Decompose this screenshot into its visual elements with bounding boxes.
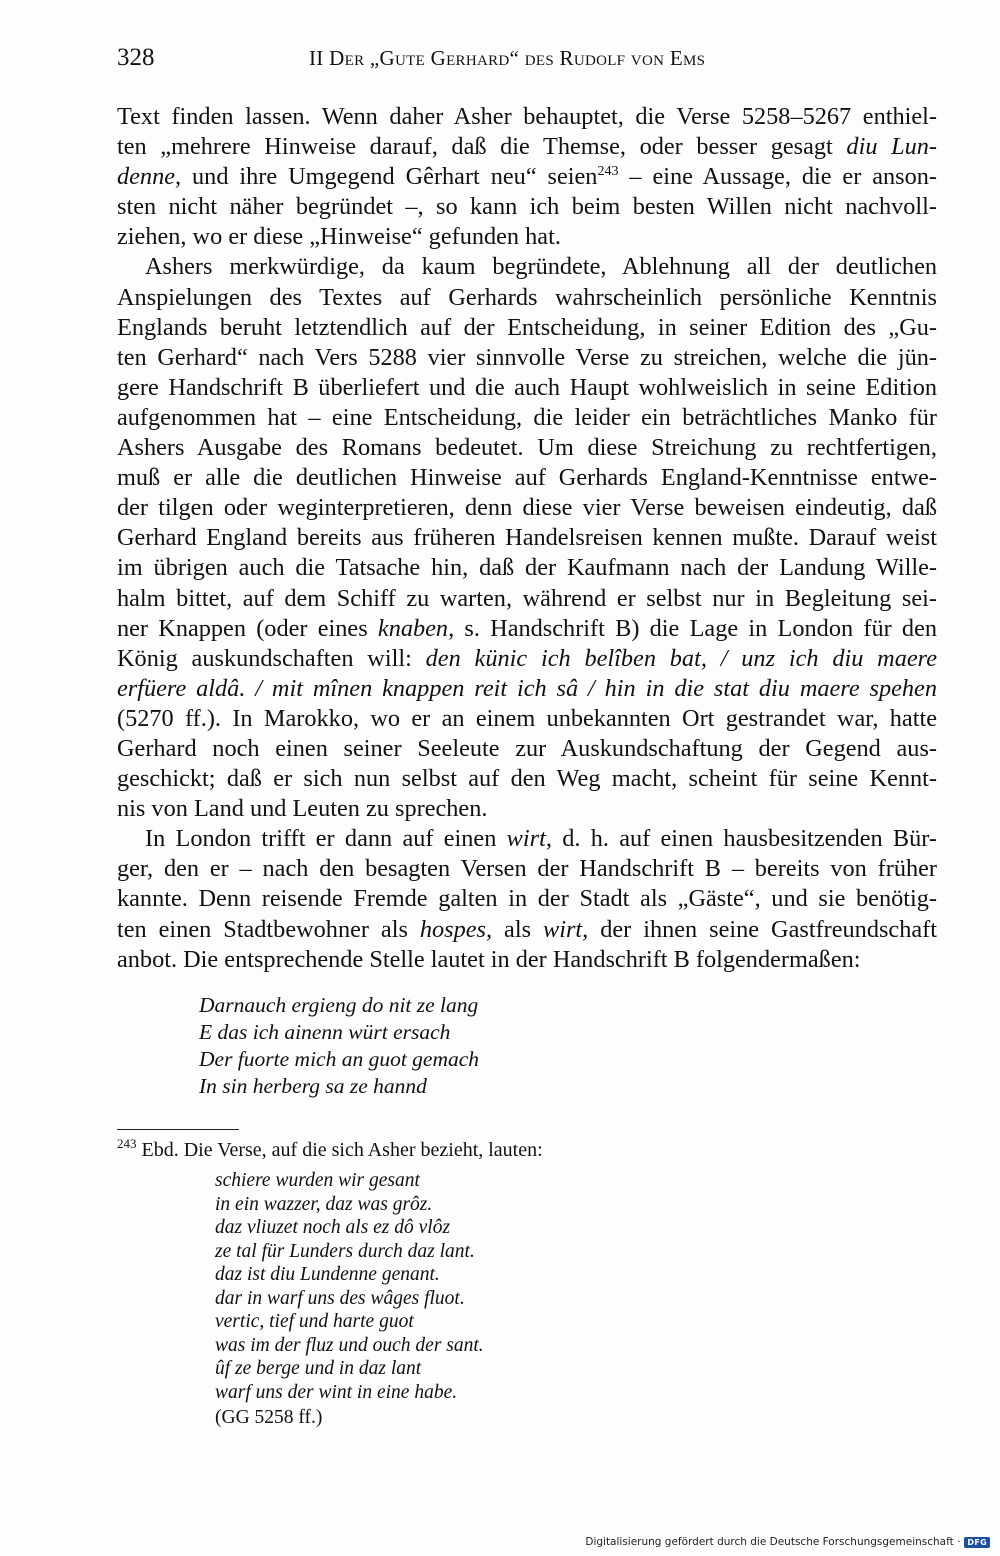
text-line: kannte. Denn reisende Fremde galten in der Stadt als „Gäste“, und sie benötig- <box>117 885 937 913</box>
text-line: Englands beruht letztendlich auf der Entscheidung, in seiner Edition des „Gu- <box>117 313 937 341</box>
text-line: Gerhard England bereits aus früheren Handelsreisen kennen mußte. Darauf weist <box>117 524 937 552</box>
footnote-verse-line: daz ist diu Lundenne genant. <box>215 1264 440 1285</box>
footnote-verse-line: in ein wazzer, daz was grôz. <box>215 1193 433 1215</box>
paragraph-1 <box>117 102 937 252</box>
text-line: König auskundschaften will: den künic ich belîben bat, / unz ich diu maere <box>117 644 937 672</box>
text-line: aufgenommen hat – eine Entscheidung, die leider ein beträchtliches Manko für <box>117 403 937 431</box>
footnote-verse-line: ûf ze berge und in daz lant <box>215 1358 422 1379</box>
page-number: 328 <box>117 44 155 71</box>
digitization-credit <box>585 1536 990 1548</box>
text-line: ten einen Stadtbewohner als hospes, als wirt, der ihnen seine Gastfreundschaft <box>117 915 937 943</box>
text-line: halm bittet, auf dem Schiff zu warten, während er selbst nur in Begleitung sei- <box>117 584 937 612</box>
body-text <box>117 102 937 975</box>
footnote-verse-line: vertic, tief und harte guot <box>215 1311 414 1332</box>
text-line: Text finden lassen. Wenn daher Asher behauptet, die Verse 5258–5267 enthiel- <box>117 103 937 130</box>
footnote-verse-line: schiere wurden wir gesant <box>215 1170 420 1191</box>
footnote-verse-line: warf uns der wint in eine habe. <box>215 1381 458 1403</box>
footnote-source: (GG 5258 ff.) <box>215 1407 323 1428</box>
text-line: Ashers Ausgabe des Romans bedeutet. Um diese Streichung zu rechtfertigen, <box>117 434 937 462</box>
footnote-verse-line: daz vliuzet noch als ez dô vlôz <box>215 1217 451 1238</box>
text-line: ten „mehrere Hinweise darauf, daß die Themse, oder besser gesagt diu Lun- <box>117 133 937 161</box>
footnote-divider <box>117 1129 239 1130</box>
text-line: Anspielungen des Textes auf Gerhards wahrscheinlich persönliche Kenntnis <box>117 283 937 311</box>
footnote-verse-line: dar in warf uns des wâges fluot. <box>215 1287 465 1309</box>
verse-line: Der fuorte mich an guot gemach <box>199 1047 480 1071</box>
text-line: anbot. Die entsprechende Stelle lautet in der Handschrift B folgendermaßen: <box>117 945 861 973</box>
text-line: ner Knappen (oder eines knaben, s. Handschrift B) die Lage in London für den <box>117 614 938 642</box>
text-line: ziehen, wo er diese „Hinweise“ gefunden hat. <box>117 223 561 251</box>
verse-line: Darnauch ergieng do nit ze lang <box>199 993 479 1017</box>
text-line: In London trifft er dann auf einen wirt, d. h. auf einen hausbesitzenden Bür- <box>145 825 937 853</box>
text-line: (5270 ff.). In Marokko, wo er an einem unbekannten Ort gestrandet war, hatte <box>117 704 937 732</box>
text-line: nis von Land und Leuten zu sprechen. <box>117 795 488 823</box>
verse-quotation <box>199 992 479 1100</box>
footnote-verse-line: ze tal für Lunders durch daz lant. <box>215 1240 475 1262</box>
text-line: muß er alle die deutlichen Hinweise auf Gerhards England-Kenntnisse entwe- <box>117 464 937 492</box>
text-line: denne, und ihre Umgegend Gêrhart neu“ seien$^{243}$ – eine Aussage, die er anson- <box>117 163 937 191</box>
footnote-verse-line: was im der fluz und ouch der sant. <box>215 1334 484 1356</box>
dfg-logo-icon: DFG <box>964 1537 990 1548</box>
text-line: gere Handschrift B überliefert und die auch Haupt wohlweislich in seine Edition <box>117 373 937 401</box>
paragraph-2 <box>117 252 937 824</box>
running-head: II Der „Gute Gerhard“ des Rudolf von Ems <box>309 46 706 70</box>
credit-text: Digitalisierung gefördert durch die Deutsche Forschungsgemeinschaft · <box>585 1536 961 1548</box>
paragraph-3 <box>117 824 937 974</box>
footnote-ref: 243 <box>597 164 619 180</box>
footnote-verses <box>215 1169 484 1430</box>
text-line: sten nicht näher begründet –, so kann ich beim besten Willen nicht nachvoll- <box>117 193 937 221</box>
text-line: der tilgen oder weginterpretieren, denn diese vier Verse beweisen eindeutig, daß <box>117 494 937 522</box>
footnote-text: Ebd. Die Verse, auf die sich Asher bezieht, lauten: <box>136 1139 543 1161</box>
text-line: geschickt; daß er sich nun selbst auf den Weg macht, scheint für seine Kennt- <box>117 765 937 793</box>
text-line: Ashers merkwürdige, da kaum begründete, Ablehnung all der deutlichen <box>145 253 937 281</box>
verse-line: In sin herberg sa ze hannd <box>199 1074 427 1098</box>
verse-line: E das ich ainenn würt ersach <box>199 1020 451 1044</box>
text-line: ger, den er – nach den besagten Versen der Handschrift B – bereits von früher <box>117 855 937 883</box>
footnote-number: 243 <box>117 1136 137 1151</box>
text-line: erfüere aldâ. / mit mînen knappen reit ich sâ / hin in die stat diu maere spehen <box>117 674 937 702</box>
text-line: im übrigen auch die Tatsache hin, daß der Kaufmann nach der Landung Wille- <box>117 554 937 582</box>
text-line: ten Gerhard“ nach Vers 5288 vier sinnvolle Verse zu streichen, welche die jün- <box>117 343 937 371</box>
footnote-243 <box>117 1136 937 1428</box>
page-header <box>117 44 937 76</box>
text-line: Gerhard noch einen seiner Seeleute zur Auskundschaftung der Gegend aus- <box>117 734 937 762</box>
